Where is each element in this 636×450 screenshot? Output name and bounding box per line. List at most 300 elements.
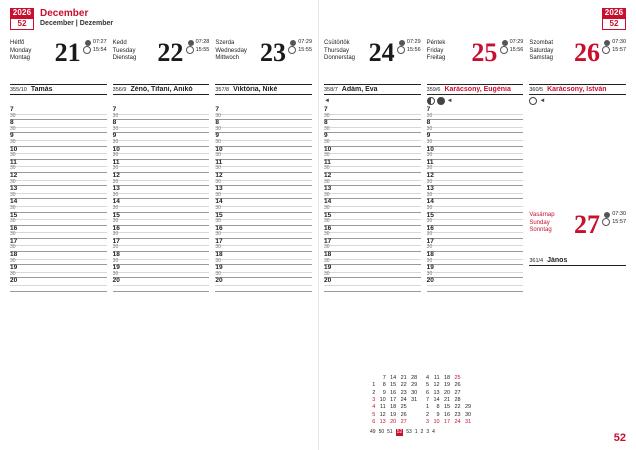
half-hour-line [427,193,524,194]
hour-label: 10 [215,145,223,153]
mini-calendar-day[interactable]: 14 [390,374,397,381]
hour-label: 12 [324,171,332,179]
sunset-icon [602,46,610,54]
hour-label: 15 [215,211,223,219]
right-day-columns [324,38,626,292]
mini-calendar-row [370,382,473,389]
hour-row[interactable] [10,226,107,239]
sunset-time: 15:56 [509,46,524,53]
mini-calendar-week-number[interactable]: 4 [432,428,435,435]
half-hour-line [10,153,107,154]
mini-calendar-day[interactable]: 17 [443,419,451,426]
half-hour-line [215,272,312,273]
hour-row[interactable] [113,107,210,120]
mini-calendar-day[interactable]: 21 [400,374,407,381]
month-title: December [40,8,89,19]
mini-calendar-day[interactable]: 8 [436,404,440,411]
mini-calendar-day[interactable]: 25 [400,404,407,411]
hour-row[interactable] [10,133,107,146]
mini-calendar-day[interactable]: 27 [454,389,461,396]
hour-label: 14 [215,198,223,206]
day-of-year: 356/9 [112,87,127,93]
half-hour-label: 30 [10,257,16,264]
sunday-header [529,210,626,256]
hour-row[interactable] [324,173,421,186]
hour-row[interactable] [113,252,210,265]
hour-label: 11 [112,158,120,166]
hour-grid [215,107,312,292]
mini-calendar-day[interactable]: 29 [411,382,418,389]
half-hour-line [113,166,210,167]
mini-calendar-day[interactable]: 14 [433,396,440,403]
hour-row[interactable] [427,199,524,212]
half-hour-line [215,114,312,115]
half-hour-line [324,193,421,194]
hour-row[interactable] [215,278,312,291]
half-hour-line [10,272,107,273]
hour-row[interactable] [324,186,421,199]
hour-label: 7 [112,106,117,113]
hour-label: 10 [112,145,120,153]
hour-row[interactable] [427,160,524,173]
mini-calendar-day[interactable]: 16 [390,389,397,396]
week-badge-right [602,8,626,30]
mini-calendar-day[interactable]: 5 [426,382,430,389]
moon-phase-row [10,95,107,105]
mini-calendar-day[interactable]: 5 [372,411,376,418]
mini-calendar-week-number[interactable]: 1 [414,428,418,435]
hour-row[interactable] [10,186,107,199]
half-hour-line [427,166,524,167]
half-hour-label: 30 [112,178,119,185]
half-hour-line [215,219,312,220]
hour-row[interactable] [427,186,524,199]
moon-phase-row [427,95,524,105]
hour-row[interactable] [324,120,421,133]
mini-calendar-day[interactable]: 30 [464,411,472,418]
mini-calendar-day[interactable]: 17 [390,396,397,403]
half-hour-line [427,140,524,141]
half-hour-line [324,232,421,233]
day-name-en: Tuesday [112,47,136,54]
hour-row[interactable] [113,160,210,173]
half-hour-label: 30 [215,218,221,225]
mini-calendar-day[interactable]: 31 [411,396,418,403]
hour-label: 10 [324,145,332,153]
mini-calendar-day[interactable]: 2 [372,389,376,396]
mini-calendar-day[interactable]: 19 [390,411,397,418]
hour-row[interactable] [113,213,210,226]
hour-row[interactable] [215,173,312,186]
mini-calendar-day[interactable]: 28 [411,374,418,381]
hour-label: 9 [426,132,431,140]
half-hour-label: 30 [112,165,119,172]
hour-row[interactable] [427,107,524,120]
day-name-hu: Csütörtök [324,40,350,46]
half-hour-line [215,232,312,233]
hour-row[interactable] [324,107,421,120]
mini-calendar-row [370,404,473,411]
hour-row[interactable] [10,265,107,278]
sunday-footer [529,256,626,266]
hour-line [113,291,210,292]
sun-times [602,39,626,54]
sun-times [288,39,312,54]
hour-row[interactable] [215,120,312,133]
hour-label: 9 [112,132,117,140]
half-hour-line [113,153,210,154]
hour-label: 7 [215,106,219,113]
hour-row[interactable] [113,133,210,146]
hour-grid [324,107,421,292]
mini-calendar-day[interactable]: 9 [436,411,440,418]
hour-row[interactable] [215,107,312,120]
mini-calendar-day[interactable]: 2 [426,411,430,418]
hour-row[interactable] [10,107,107,120]
hour-row[interactable] [215,147,312,160]
day-name-de: Dienstag [112,55,137,61]
hour-row[interactable] [215,226,312,239]
day-header [529,38,626,85]
hour-row[interactable] [215,160,312,173]
day-name-en: Sunday [529,219,550,226]
mini-calendar-day[interactable]: 27 [400,419,407,426]
mini-calendar-day[interactable]: 1 [426,404,430,411]
name-day: Zénó, Tifani, Anikó [130,86,193,93]
mini-calendar-week-number[interactable]: 53 [406,428,412,435]
mini-calendar-week-number[interactable]: 52 [396,428,403,435]
mini-calendar-day[interactable]: 18 [443,374,451,381]
half-hour-line [324,166,421,167]
mini-calendar-day[interactable]: 7 [426,396,430,403]
hour-row[interactable] [427,120,524,133]
hour-label: 20 [215,277,223,285]
hour-row[interactable] [113,239,210,252]
day-of-year: 355/10 [10,87,27,93]
sunset-time: 15:54 [92,46,107,53]
mini-calendar-day[interactable]: 22 [400,382,407,389]
day-header [324,38,421,85]
hour-row[interactable] [215,213,312,226]
mini-calendar-day[interactable]: 4 [426,374,430,381]
sunrise-time: 07:28 [195,39,210,45]
hour-row[interactable] [427,278,524,291]
mini-calendar-day[interactable]: 11 [380,404,386,411]
half-hour-line [427,232,524,233]
sunrise-time: 07:30 [612,211,627,217]
hour-row[interactable] [10,278,107,291]
day-column-tuesday [113,38,210,292]
hour-row[interactable] [113,120,210,133]
hour-label: 8 [112,119,117,127]
half-hour-line [427,272,524,273]
sunset-icon [186,46,194,54]
hour-row[interactable] [10,239,107,252]
hour-row[interactable] [215,186,312,199]
hour-row[interactable] [324,160,421,173]
hour-row[interactable] [324,147,421,160]
half-hour-label: 30 [324,125,330,132]
half-hour-label: 30 [426,125,433,132]
hour-row[interactable] [113,186,210,199]
hour-row[interactable] [113,278,210,291]
mini-calendar-week-number[interactable]: 3 [426,428,430,435]
half-hour-line [324,259,421,260]
half-hour-line [10,193,107,194]
half-hour-label: 30 [324,165,330,172]
hour-label: 8 [10,119,14,127]
mini-calendar-row [370,419,473,426]
mini-calendar-day[interactable]: 9 [382,389,386,396]
hour-row[interactable] [427,252,524,265]
name-day: Karácsony, István [547,86,607,93]
half-hour-label: 30 [215,152,221,159]
day-name-de: Montag [10,55,31,61]
half-hour-line [324,127,421,128]
hour-row[interactable] [324,278,421,291]
hour-row[interactable] [324,252,421,265]
half-hour-label: 30 [215,138,221,145]
half-hour-line [10,219,107,220]
week-badge-number: 52 [602,18,626,30]
mini-calendar-day[interactable]: 13 [379,419,386,426]
half-hour-label: 30 [112,204,119,211]
hour-row[interactable] [10,199,107,212]
hour-row[interactable] [324,226,421,239]
hour-row[interactable] [10,120,107,133]
hour-line [427,291,524,292]
sunrise-icon [502,40,508,46]
sunrise-icon [290,40,296,46]
name-day: Tamás [30,86,53,93]
hour-row[interactable] [427,239,524,252]
half-hour-label: 30 [10,191,16,198]
month-heading [40,8,113,28]
hour-label: 15 [426,211,434,219]
sunset-icon [602,218,610,226]
mini-calendar-day[interactable] [370,375,377,382]
mini-calendar-day[interactable]: 10 [433,419,440,426]
half-hour-line [215,285,312,286]
half-hour-label: 30 [324,218,330,225]
hour-row[interactable] [215,199,312,212]
mini-calendar-row [370,390,473,397]
mini-calendar-day[interactable]: 21 [443,396,451,403]
half-hour-line [10,232,107,233]
hour-label: 12 [10,171,18,179]
hour-row[interactable] [427,265,524,278]
hour-row[interactable] [10,147,107,160]
mini-calendar-day[interactable]: 26 [454,382,461,389]
hour-label: 15 [112,211,120,219]
mini-calendar-day[interactable]: 29 [464,404,472,411]
hour-label: 17 [10,237,18,245]
mini-calendar-day[interactable]: 22 [454,404,461,411]
day-name-en: Monday [10,47,32,54]
half-hour-line [113,285,210,286]
sunrise-icon [604,212,610,218]
half-hour-line [427,127,524,128]
hour-row[interactable] [215,239,312,252]
hour-row[interactable] [427,226,524,239]
mini-calendar-day[interactable] [409,419,420,426]
mini-calendar-day[interactable]: 11 [433,374,440,381]
half-hour-label: 30 [215,191,221,198]
mini-calendar-day[interactable]: 31 [464,419,472,426]
day-header [113,38,210,85]
mini-calendar-week-number[interactable]: 2 [420,428,424,435]
hour-label: 18 [10,251,18,259]
day-footer [427,85,524,95]
hour-label: 11 [215,158,223,166]
mini-calendar-day[interactable]: 23 [400,389,407,396]
half-hour-line [113,219,210,220]
mini-calendar-day[interactable]: 10 [379,396,386,403]
hour-label: 20 [324,277,332,285]
half-hour-line [10,259,107,260]
hour-row[interactable] [427,173,524,186]
mini-calendar-day[interactable]: 7 [382,374,386,381]
hour-row[interactable] [10,252,107,265]
mini-calendar-week-number[interactable]: 50 [378,428,385,435]
hour-row[interactable] [324,265,421,278]
hour-row[interactable] [215,265,312,278]
half-hour-label: 30 [10,218,16,225]
mini-calendar-day[interactable]: 26 [400,411,407,418]
hour-grid [427,107,524,292]
hour-row[interactable] [215,133,312,146]
mini-calendar-day[interactable]: 8 [382,382,386,389]
day-of-year: 358/7 [324,87,338,93]
day-number: 23 [260,38,287,67]
half-hour-line [215,245,312,246]
half-hour-label: 30 [215,204,221,211]
moon-arrow-icon: ◄ [539,97,546,104]
sunrise-time: 07:29 [509,39,524,45]
mini-calendar-day[interactable]: 16 [443,411,451,418]
day-name-de: Mittwoch [215,55,240,61]
day-of-year: 357/8 [215,87,230,93]
hour-row[interactable] [10,213,107,226]
hour-label: 11 [324,158,331,166]
mini-calendar-day[interactable]: 28 [454,396,461,403]
half-hour-line [324,114,421,115]
hour-row[interactable] [324,199,421,212]
hour-row[interactable] [427,147,524,160]
hour-row[interactable] [113,147,210,160]
hour-label: 12 [215,171,223,179]
month-subtitle: December | Dezember [40,20,114,27]
half-hour-label: 30 [426,178,433,185]
sunrise-time: 07:30 [612,39,627,45]
mini-calendar-day[interactable]: 15 [390,382,397,389]
day-name-en: Wednesday [215,47,247,54]
half-hour-line [10,166,107,167]
day-name-en: Thursday [324,47,350,54]
mini-calendar-day[interactable]: 4 [372,404,376,411]
half-hour-line [113,272,210,273]
mini-calendar-day[interactable]: 1 [372,382,376,389]
hour-row[interactable] [427,213,524,226]
hour-row[interactable] [324,239,421,252]
hour-label: 14 [10,198,18,206]
mini-calendar-day[interactable]: 19 [443,382,451,389]
half-hour-line [113,140,210,141]
hour-row[interactable] [324,213,421,226]
mini-calendar-day[interactable]: 24 [454,419,461,426]
hour-grid [113,107,210,292]
sun-times [397,39,421,54]
mini-calendar-day[interactable]: 6 [372,419,376,426]
hour-label: 20 [426,277,434,285]
mini-calendar-day[interactable]: 15 [443,404,451,411]
half-hour-line [113,245,210,246]
mini-calendar-day[interactable] [409,404,420,411]
name-day: Karácsony, Eugénia [444,86,511,93]
mini-calendar-day[interactable]: 3 [372,396,376,403]
half-hour-line [215,127,312,128]
half-hour-line [324,140,421,141]
half-hour-label: 30 [215,231,221,238]
mini-calendar-day[interactable]: 20 [390,419,397,426]
hour-row[interactable] [10,160,107,173]
hour-label: 13 [426,185,434,193]
sunday-block [529,210,626,266]
mini-calendar-day[interactable]: 3 [426,419,430,426]
mini-calendar-day[interactable]: 12 [433,382,440,389]
page-number: 52 [613,432,626,444]
mini-calendar-day[interactable]: 18 [390,404,397,411]
mini-calendar-day[interactable]: 12 [379,411,386,418]
hour-grid [10,107,107,292]
half-hour-label: 30 [324,204,330,211]
mini-calendar-day[interactable]: 20 [443,389,451,396]
hour-row[interactable] [113,199,210,212]
hour-row[interactable] [113,265,210,278]
hour-label: 8 [215,119,219,127]
hour-label: 19 [112,264,120,272]
half-hour-line [427,153,524,154]
hour-row[interactable] [113,226,210,239]
half-hour-label: 30 [112,125,119,132]
mini-calendar-day[interactable]: 6 [426,389,430,396]
mini-calendar-day[interactable]: 25 [454,374,461,381]
hour-row[interactable] [10,173,107,186]
mini-calendar-day[interactable]: 30 [411,389,418,396]
day-name-hu: Kedd [112,40,127,46]
half-hour-label: 30 [215,270,221,277]
mini-calendar-day[interactable]: 13 [433,389,440,396]
mini-calendar-day[interactable]: 23 [454,411,461,418]
hour-label: 19 [215,264,223,272]
hour-row[interactable] [324,133,421,146]
mini-calendar-week-number[interactable]: 49 [370,428,376,435]
mini-calendar-day[interactable]: 24 [400,396,407,403]
hour-row[interactable] [215,252,312,265]
hour-row[interactable] [427,133,524,146]
sunrise-time: 07:29 [406,39,421,45]
mini-calendar-day[interactable] [409,412,420,419]
half-hour-label: 30 [112,152,119,159]
mini-calendar [370,375,473,436]
hour-row[interactable] [113,173,210,186]
half-hour-label: 30 [112,231,119,238]
half-hour-label: 30 [426,231,433,238]
hour-line [324,291,421,292]
hour-label: 16 [215,224,223,232]
half-hour-label: 30 [10,152,16,159]
mini-calendar-week-number[interactable]: 51 [387,428,393,435]
